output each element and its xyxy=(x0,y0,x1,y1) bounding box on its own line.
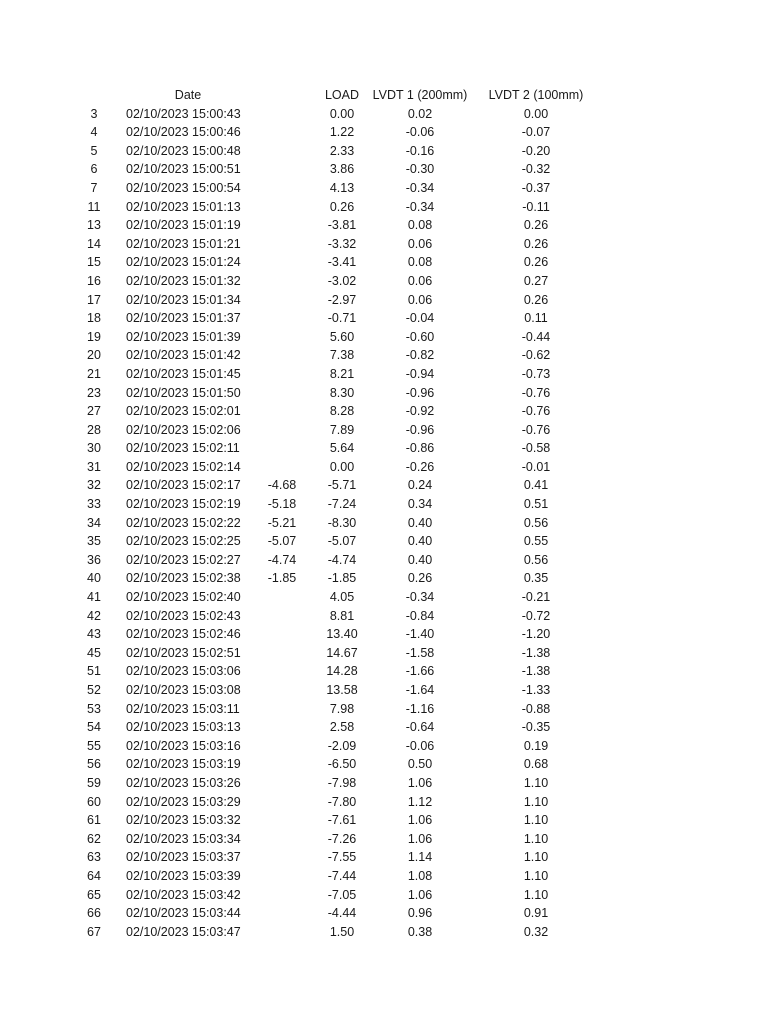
cell-lvdt2: -0.76 xyxy=(521,385,551,400)
table-row xyxy=(0,402,768,421)
cell-date: 02/10/2023 15:02:25 xyxy=(126,534,241,549)
cell-date: 02/10/2023 15:03:44 xyxy=(126,906,241,921)
cell-index: 42 xyxy=(87,608,101,623)
cell-extra: -5.21 xyxy=(267,515,297,530)
cell-load: 13.40 xyxy=(326,627,358,642)
cell-load: -0.71 xyxy=(327,311,357,326)
cell-load: -3.41 xyxy=(327,255,357,270)
cell-lvdt2: 0.55 xyxy=(523,534,549,549)
cell-lvdt1: -0.06 xyxy=(405,125,435,140)
cell-lvdt2: -0.32 xyxy=(521,162,551,177)
cell-date: 02/10/2023 15:01:13 xyxy=(126,199,241,214)
cell-index: 3 xyxy=(90,106,98,121)
cell-load: 8.21 xyxy=(329,366,355,381)
cell-index: 51 xyxy=(87,664,101,679)
cell-lvdt2: -0.21 xyxy=(521,590,551,605)
cell-lvdt2: 0.32 xyxy=(523,924,549,939)
cell-index: 60 xyxy=(87,794,101,809)
cell-lvdt1: 0.40 xyxy=(407,515,433,530)
cell-lvdt1: 0.06 xyxy=(407,292,433,307)
cell-date: 02/10/2023 15:02:11 xyxy=(126,441,240,456)
cell-index: 54 xyxy=(87,720,101,735)
cell-load: -7.05 xyxy=(327,887,357,902)
cell-lvdt2: 1.10 xyxy=(523,868,549,883)
table-row xyxy=(0,384,768,403)
table-row xyxy=(0,514,768,533)
cell-lvdt1: -0.86 xyxy=(405,441,435,456)
cell-extra: -4.74 xyxy=(267,552,297,567)
cell-date: 02/10/2023 15:03:47 xyxy=(126,924,241,939)
header-lvdt2: LVDT 2 (100mm) xyxy=(488,88,584,102)
cell-date: 02/10/2023 15:02:51 xyxy=(126,645,241,660)
table-row xyxy=(0,105,768,124)
cell-index: 17 xyxy=(87,292,101,307)
cell-load: -2.97 xyxy=(327,292,357,307)
cell-lvdt2: -1.20 xyxy=(521,627,551,642)
cell-load: 8.30 xyxy=(329,385,355,400)
table-row xyxy=(0,867,768,886)
table-row xyxy=(0,848,768,867)
cell-lvdt1: 0.02 xyxy=(407,106,433,121)
cell-index: 65 xyxy=(87,887,101,902)
cell-lvdt1: 0.26 xyxy=(407,571,433,586)
cell-index: 14 xyxy=(87,236,101,251)
cell-index: 28 xyxy=(87,422,101,437)
cell-date: 02/10/2023 15:01:45 xyxy=(126,366,241,381)
cell-date: 02/10/2023 15:03:11 xyxy=(126,701,240,716)
cell-lvdt1: 1.06 xyxy=(407,813,433,828)
cell-lvdt1: 0.06 xyxy=(407,236,433,251)
cell-lvdt1: -0.96 xyxy=(405,385,435,400)
cell-lvdt2: 0.51 xyxy=(523,497,549,512)
cell-index: 52 xyxy=(87,683,101,697)
cell-load: 3.86 xyxy=(329,162,355,177)
cell-index: 67 xyxy=(87,924,101,939)
cell-lvdt2: 0.26 xyxy=(523,236,549,251)
cell-load: -1.85 xyxy=(327,571,357,586)
cell-index: 20 xyxy=(87,348,101,363)
table-row xyxy=(0,458,768,477)
table-row xyxy=(0,476,768,495)
cell-load: 1.22 xyxy=(329,125,355,140)
cell-lvdt1: -0.34 xyxy=(405,180,435,195)
cell-index: 64 xyxy=(87,868,101,883)
cell-date: 02/10/2023 15:01:42 xyxy=(126,348,241,363)
cell-lvdt1: -0.34 xyxy=(405,590,435,605)
cell-lvdt2: -0.88 xyxy=(521,701,551,716)
header-load: LOAD xyxy=(324,88,360,102)
cell-index: 41 xyxy=(87,590,101,605)
cell-lvdt1: -0.26 xyxy=(405,459,435,474)
cell-lvdt2: -0.76 xyxy=(521,422,551,437)
cell-date: 02/10/2023 15:01:39 xyxy=(126,329,241,344)
cell-date: 02/10/2023 15:00:43 xyxy=(126,106,241,121)
cell-date: 02/10/2023 15:03:32 xyxy=(126,813,241,828)
cell-lvdt2: 0.56 xyxy=(523,552,549,567)
cell-load: -5.71 xyxy=(327,478,357,493)
cell-lvdt1: 0.34 xyxy=(407,497,433,512)
cell-lvdt2: -0.76 xyxy=(521,404,551,419)
cell-date: 02/10/2023 15:03:39 xyxy=(126,868,241,883)
table-row xyxy=(0,253,768,272)
cell-lvdt1: -1.16 xyxy=(405,701,435,716)
table-row xyxy=(0,886,768,905)
cell-load: 5.64 xyxy=(329,441,355,456)
cell-load: -4.74 xyxy=(327,552,357,567)
cell-date: 02/10/2023 15:00:46 xyxy=(126,125,241,140)
table-row xyxy=(0,551,768,570)
table-row xyxy=(0,160,768,179)
table-row xyxy=(0,923,768,942)
cell-index: 56 xyxy=(87,757,101,772)
cell-date: 02/10/2023 15:01:37 xyxy=(126,311,241,326)
cell-date: 02/10/2023 15:02:17 xyxy=(126,478,241,493)
cell-lvdt2: -0.20 xyxy=(521,143,551,158)
cell-lvdt1: 0.96 xyxy=(407,906,433,921)
cell-load: -7.44 xyxy=(327,868,357,883)
cell-load: 4.05 xyxy=(329,590,355,605)
table-row xyxy=(0,365,768,384)
table-body xyxy=(0,105,768,942)
cell-lvdt1: 1.12 xyxy=(407,794,433,809)
cell-date: 02/10/2023 15:03:08 xyxy=(126,683,241,697)
cell-lvdt1: -0.30 xyxy=(405,162,435,177)
table-row xyxy=(0,216,768,235)
cell-date: 02/10/2023 15:01:50 xyxy=(126,385,241,400)
cell-extra: -5.18 xyxy=(267,497,297,512)
cell-lvdt2: 0.26 xyxy=(523,255,549,270)
table-row xyxy=(0,179,768,198)
cell-extra: -1.85 xyxy=(267,571,297,586)
cell-lvdt1: 1.14 xyxy=(407,850,433,865)
cell-lvdt1: 0.08 xyxy=(407,255,433,270)
cell-date: 02/10/2023 15:02:27 xyxy=(126,552,241,567)
cell-load: -3.02 xyxy=(327,273,357,288)
cell-date: 02/10/2023 15:03:42 xyxy=(126,887,241,902)
cell-index: 19 xyxy=(87,329,101,344)
cell-date: 02/10/2023 15:02:19 xyxy=(126,497,241,512)
cell-load: 2.33 xyxy=(329,143,355,158)
cell-load: -7.55 xyxy=(327,850,357,865)
cell-load: 14.28 xyxy=(326,664,358,679)
cell-index: 16 xyxy=(87,273,101,288)
cell-index: 18 xyxy=(87,311,101,326)
cell-lvdt2: 0.26 xyxy=(523,218,549,233)
table-row xyxy=(0,681,768,700)
cell-load: 0.00 xyxy=(329,459,355,474)
cell-load: -3.81 xyxy=(327,218,357,233)
cell-index: 6 xyxy=(90,162,98,177)
cell-date: 02/10/2023 15:02:06 xyxy=(126,422,241,437)
table-row xyxy=(0,644,768,663)
cell-lvdt1: -0.96 xyxy=(405,422,435,437)
cell-date: 02/10/2023 15:02:01 xyxy=(126,404,241,419)
cell-index: 11 xyxy=(87,199,101,214)
cell-date: 02/10/2023 15:00:48 xyxy=(126,143,241,158)
cell-load: 13.58 xyxy=(326,683,358,697)
table-row xyxy=(0,309,768,328)
cell-load: 0.26 xyxy=(329,199,355,214)
data-table xyxy=(0,86,768,941)
cell-date: 02/10/2023 15:03:16 xyxy=(126,738,241,753)
cell-lvdt1: -0.60 xyxy=(405,329,435,344)
header-lvdt1: LVDT 1 (200mm) xyxy=(372,88,468,102)
cell-lvdt1: 0.50 xyxy=(407,757,433,772)
cell-lvdt1: -0.06 xyxy=(405,738,435,753)
cell-lvdt2: 0.41 xyxy=(523,478,549,493)
cell-load: -5.07 xyxy=(327,534,357,549)
table-row xyxy=(0,588,768,607)
cell-load: -3.32 xyxy=(327,236,357,251)
cell-lvdt2: -0.73 xyxy=(521,366,551,381)
cell-load: 1.50 xyxy=(329,924,355,939)
cell-index: 62 xyxy=(87,831,101,846)
cell-date: 02/10/2023 15:01:34 xyxy=(126,292,241,307)
cell-lvdt1: -0.34 xyxy=(405,199,435,214)
cell-index: 13 xyxy=(87,218,101,233)
cell-load: 4.13 xyxy=(329,180,355,195)
cell-load: 14.67 xyxy=(326,645,358,660)
cell-date: 02/10/2023 15:00:54 xyxy=(126,180,241,195)
cell-load: 0.00 xyxy=(329,106,355,121)
cell-lvdt1: 1.06 xyxy=(407,775,433,790)
cell-lvdt1: -1.64 xyxy=(405,683,435,697)
table-row xyxy=(0,291,768,310)
cell-lvdt2: 0.11 xyxy=(524,311,548,326)
cell-index: 31 xyxy=(87,459,101,474)
cell-lvdt1: 1.06 xyxy=(407,831,433,846)
table-row xyxy=(0,662,768,681)
cell-date: 02/10/2023 15:00:51 xyxy=(126,162,241,177)
cell-lvdt2: 0.56 xyxy=(523,515,549,530)
cell-load: -7.98 xyxy=(327,775,357,790)
table-row xyxy=(0,755,768,774)
cell-index: 61 xyxy=(87,813,101,828)
cell-lvdt1: -0.92 xyxy=(405,404,435,419)
cell-date: 02/10/2023 15:03:19 xyxy=(126,757,241,772)
cell-lvdt2: 1.10 xyxy=(523,887,549,902)
cell-lvdt2: -0.62 xyxy=(521,348,551,363)
cell-lvdt2: 1.10 xyxy=(523,794,549,809)
cell-index: 63 xyxy=(87,850,101,865)
cell-date: 02/10/2023 15:03:06 xyxy=(126,664,241,679)
cell-lvdt2: 0.91 xyxy=(523,906,549,921)
cell-lvdt2: -1.38 xyxy=(521,664,551,679)
cell-index: 33 xyxy=(87,497,101,512)
cell-lvdt2: -0.37 xyxy=(521,180,551,195)
cell-lvdt1: 1.06 xyxy=(407,887,433,902)
cell-load: 7.89 xyxy=(329,422,355,437)
cell-load: -7.24 xyxy=(327,497,357,512)
cell-load: -7.61 xyxy=(327,813,357,828)
table-row xyxy=(0,235,768,254)
cell-lvdt2: 0.27 xyxy=(523,273,549,288)
table-row xyxy=(0,625,768,644)
cell-index: 7 xyxy=(90,180,98,195)
cell-index: 36 xyxy=(87,552,101,567)
cell-lvdt1: -0.82 xyxy=(405,348,435,363)
cell-load: 7.38 xyxy=(329,348,355,363)
cell-load: 7.98 xyxy=(329,701,355,716)
cell-lvdt2: 1.10 xyxy=(523,831,549,846)
table-row xyxy=(0,700,768,719)
cell-lvdt2: -0.44 xyxy=(521,329,551,344)
cell-lvdt1: -0.16 xyxy=(405,143,435,158)
cell-index: 43 xyxy=(87,627,101,642)
table-row xyxy=(0,532,768,551)
cell-lvdt1: 1.08 xyxy=(407,868,433,883)
table-row xyxy=(0,328,768,347)
cell-date: 02/10/2023 15:03:34 xyxy=(126,831,241,846)
cell-index: 53 xyxy=(87,701,101,716)
cell-load: -6.50 xyxy=(327,757,357,772)
cell-index: 55 xyxy=(87,738,101,753)
cell-extra: -4.68 xyxy=(267,478,297,493)
cell-extra: -5.07 xyxy=(267,534,297,549)
cell-date: 02/10/2023 15:02:14 xyxy=(126,459,241,474)
cell-index: 59 xyxy=(87,775,101,790)
cell-date: 02/10/2023 15:01:24 xyxy=(126,255,241,270)
cell-date: 02/10/2023 15:01:32 xyxy=(126,273,241,288)
table-row xyxy=(0,607,768,626)
cell-load: -7.80 xyxy=(327,794,357,809)
cell-lvdt2: -1.38 xyxy=(521,645,551,660)
header-row xyxy=(0,86,768,105)
cell-lvdt1: -0.84 xyxy=(405,608,435,623)
cell-date: 02/10/2023 15:03:29 xyxy=(126,794,241,809)
cell-date: 02/10/2023 15:01:21 xyxy=(126,236,241,251)
table-row xyxy=(0,569,768,588)
cell-lvdt1: -1.66 xyxy=(405,664,435,679)
table-row xyxy=(0,198,768,217)
header-date: Date xyxy=(174,88,202,102)
cell-index: 35 xyxy=(87,534,101,549)
cell-date: 02/10/2023 15:03:26 xyxy=(126,775,241,790)
cell-lvdt2: -1.33 xyxy=(521,683,551,697)
cell-lvdt1: 0.40 xyxy=(407,534,433,549)
cell-index: 23 xyxy=(87,385,101,400)
cell-date: 02/10/2023 15:02:38 xyxy=(126,571,241,586)
cell-lvdt1: 0.06 xyxy=(407,273,433,288)
table-row xyxy=(0,439,768,458)
cell-index: 5 xyxy=(90,143,98,158)
cell-lvdt1: -1.58 xyxy=(405,645,435,660)
cell-lvdt2: -0.58 xyxy=(521,441,551,456)
cell-index: 40 xyxy=(87,571,101,586)
cell-lvdt1: -0.04 xyxy=(405,311,435,326)
cell-index: 30 xyxy=(87,441,101,456)
cell-lvdt2: 1.10 xyxy=(523,775,549,790)
cell-lvdt1: 0.40 xyxy=(407,552,433,567)
cell-load: -4.44 xyxy=(327,906,357,921)
table-row xyxy=(0,830,768,849)
cell-date: 02/10/2023 15:01:19 xyxy=(126,218,241,233)
cell-lvdt2: -0.07 xyxy=(521,125,551,140)
cell-index: 15 xyxy=(87,255,101,270)
table-row xyxy=(0,737,768,756)
cell-index: 32 xyxy=(87,478,101,493)
cell-date: 02/10/2023 15:02:40 xyxy=(126,590,241,605)
cell-load: 8.28 xyxy=(329,404,355,419)
cell-lvdt2: 1.10 xyxy=(523,813,549,828)
cell-lvdt2: -0.72 xyxy=(521,608,551,623)
cell-lvdt2: 0.00 xyxy=(523,106,549,121)
cell-lvdt1: -1.40 xyxy=(405,627,435,642)
cell-load: -7.26 xyxy=(327,831,357,846)
table-row xyxy=(0,904,768,923)
table-row xyxy=(0,346,768,365)
cell-load: 2.58 xyxy=(329,720,355,735)
cell-lvdt1: 0.08 xyxy=(407,218,433,233)
table-row xyxy=(0,774,768,793)
cell-lvdt2: -0.11 xyxy=(522,199,550,214)
cell-load: 5.60 xyxy=(329,329,355,344)
cell-index: 21 xyxy=(87,366,101,381)
cell-index: 27 xyxy=(87,404,101,419)
cell-lvdt2: 0.26 xyxy=(523,292,549,307)
cell-lvdt1: 0.24 xyxy=(407,478,433,493)
cell-lvdt2: 1.10 xyxy=(523,850,549,865)
table-row xyxy=(0,495,768,514)
cell-index: 45 xyxy=(87,645,101,660)
table-row xyxy=(0,123,768,142)
cell-date: 02/10/2023 15:03:13 xyxy=(126,720,241,735)
cell-load: -8.30 xyxy=(327,515,357,530)
table-row xyxy=(0,272,768,291)
cell-lvdt2: 0.35 xyxy=(523,571,549,586)
cell-lvdt1: -0.64 xyxy=(405,720,435,735)
cell-lvdt2: 0.68 xyxy=(523,757,549,772)
cell-load: -2.09 xyxy=(327,738,357,753)
cell-lvdt2: -0.35 xyxy=(521,720,551,735)
cell-date: 02/10/2023 15:02:43 xyxy=(126,608,241,623)
cell-index: 66 xyxy=(87,906,101,921)
cell-index: 4 xyxy=(90,125,98,140)
table-row xyxy=(0,142,768,161)
cell-lvdt2: 0.19 xyxy=(523,738,549,753)
cell-date: 02/10/2023 15:02:22 xyxy=(126,515,241,530)
cell-index: 34 xyxy=(87,515,101,530)
cell-lvdt2: -0.01 xyxy=(521,459,551,474)
table-row xyxy=(0,793,768,812)
table-row xyxy=(0,811,768,830)
cell-lvdt1: -0.94 xyxy=(405,366,435,381)
table-row xyxy=(0,718,768,737)
cell-load: 8.81 xyxy=(329,608,355,623)
cell-lvdt1: 0.38 xyxy=(407,924,433,939)
cell-date: 02/10/2023 15:02:46 xyxy=(126,627,241,642)
cell-date: 02/10/2023 15:03:37 xyxy=(126,850,241,865)
table-row xyxy=(0,421,768,440)
